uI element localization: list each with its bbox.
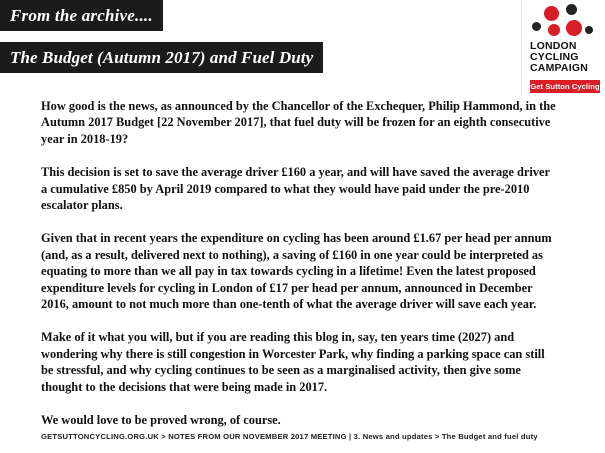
logo-dot-3 [532, 22, 541, 31]
body-paragraph: Given that in recent years the expenditure on cycling has been around £1.67 per head per annum (and, as a result, delivered next to nothing), a saving of £160 in one year could be interpreted as equating to more than we all pay in tax towards cycling in a lifetime! Even the latest proposed expenditure levels for cycling in London of £17 per head per annum, announced in December 2016, amount to not much more than one-tenth of what the average driver will save each year. [41, 231, 552, 312]
logo-wordmark [530, 41, 600, 74]
logo-dot-2 [566, 4, 577, 15]
archive-banner-label: From the archive.... [10, 5, 153, 25]
body-paragraph: We would love to be proved wrong, of course. [41, 413, 281, 428]
london-cycling-campaign-logo [521, 0, 605, 96]
logo-dots-icon [530, 4, 598, 42]
title-banner [0, 42, 323, 73]
body-paragraph: Make of it what you will, but if you are reading this blog in, say, ten years time (2027) and wondering why there is still congestion in Worcester Park, why finding a parking space can still be stressful, and why cycling continues to be seen as a marginalised activity, then give some thought to the decisions that were being made in 2017. [41, 330, 545, 394]
logo-dot-5 [566, 20, 582, 36]
body-copy [41, 98, 556, 429]
body-paragraph: This decision is set to save the average driver £160 a year, and will have saved the average driver a cumulative £850 by April 2019 compared to what they would have paid under the pre-2010 escalator plans. [41, 165, 550, 213]
page-title: The Budget (Autumn 2017) and Fuel Duty [10, 47, 314, 67]
logo-wordmark-line-1: LONDON [530, 40, 577, 52]
archive-banner [0, 0, 163, 31]
logo-dot-4 [548, 24, 560, 36]
logo-sub-label: Get Sutton Cycling [530, 82, 600, 91]
logo-dot-6 [585, 26, 593, 34]
logo-wordmark-line-2: CYCLING [530, 51, 579, 63]
logo-wordmark-line-3: CAMPAIGN [530, 62, 588, 74]
body-paragraph: How good is the news, as announced by the Chancellor of the Exchequer, Philip Hammond, in the Autumn 2017 Budget [22 November 2017], that fuel duty will be frozen for an eighth consecutive year in 2018-19? [41, 99, 556, 146]
logo-dot-1 [544, 6, 559, 21]
footer-breadcrumb: GETSUTTONCYCLING.ORG.UK > NOTES FROM OUR NOVEMBER 2017 MEETING | 3. News and updates > The Budget and fuel duty [41, 432, 538, 441]
